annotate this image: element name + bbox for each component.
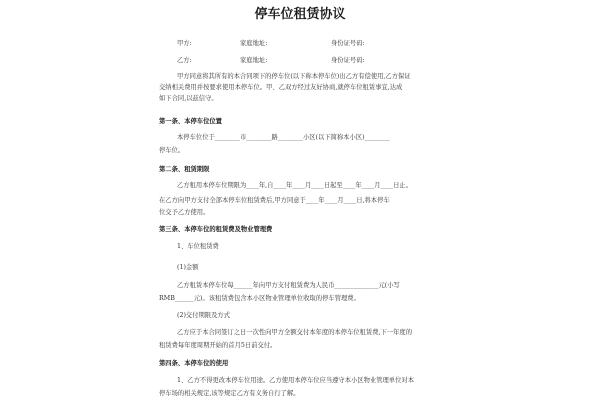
section-3-sub-1: (1)金额: [177, 264, 199, 271]
party-b-address-label: 家庭地址:: [240, 57, 268, 64]
section-3-item-1: 1、车位租赁费: [177, 243, 219, 250]
section-2-line: 位交予乙方使用。: [159, 209, 210, 216]
party-b-id-label: 身份证号码:: [331, 57, 365, 64]
section-4-line: 停车场的相关规定,该等规定乙方有义务自行了解。: [159, 390, 300, 397]
section-3-sub-2-line: 乙方应于本合同签订之日一次性向甲方全额交付本年度的本停车位租赁费,下一年度的: [177, 329, 412, 336]
intro-line: 如下合同,以兹信守。: [159, 95, 218, 102]
section-3-sub-2: (2)交付期限及方式: [177, 312, 230, 319]
section-2-line: 在乙方向甲方支付全部本停车位租赁费后,甲方同意于____年____月____日,将本停车: [159, 197, 390, 204]
intro-line: 甲方同意将其所有的本合同项下的停车位(以下称本停车位)出乙方有偿使用,乙方保证: [177, 73, 411, 80]
section-3-sub-1-line: RMB______元)。该租赁费包含本小区物业管理单位收取的停车管理费。: [159, 295, 360, 302]
section-3-sub-1-line: 乙方租赁本停车位每______年向甲方支付租赁费为人民币______________元(小写: [177, 282, 400, 289]
section-2-line: 乙方租用本停车位期限为____年,自____年____月____日起至____年____月____日止。: [177, 182, 412, 189]
section-4-heading: 第四条、本停车位的使用: [159, 360, 229, 367]
party-b-label: 乙方:: [177, 57, 192, 64]
intro-line: 交纳相关费用并按要求使用本停车位。甲、乙双方经过友好协商,就停车位租赁事宜,达成: [159, 84, 403, 91]
section-3-heading: 第三条、本停车位的租赁费及物业管理费: [159, 226, 273, 233]
section-3-sub-2-line: 租赁费每年度周期开始的首月5日前交付。: [159, 342, 277, 349]
section-1-line: 停车位。: [159, 147, 185, 154]
document-title: 停车位租赁协议: [254, 7, 346, 22]
section-2-heading: 第二条、租赁期限: [159, 166, 210, 173]
section-1-line: 本停车位位于________市________路________小区(以下简称本小区)________: [177, 134, 390, 141]
party-a-address-label: 家庭地址:: [240, 40, 268, 47]
party-a-label: 甲方:: [177, 40, 192, 47]
party-a-id-label: 身份证号码:: [331, 40, 365, 47]
section-1-heading: 第一条、本停车位位置: [159, 118, 222, 125]
section-4-line: 1、乙方不得更改本停车位用途。乙方使用本停车位应当遵守本小区物业管理单位对本: [177, 377, 414, 384]
